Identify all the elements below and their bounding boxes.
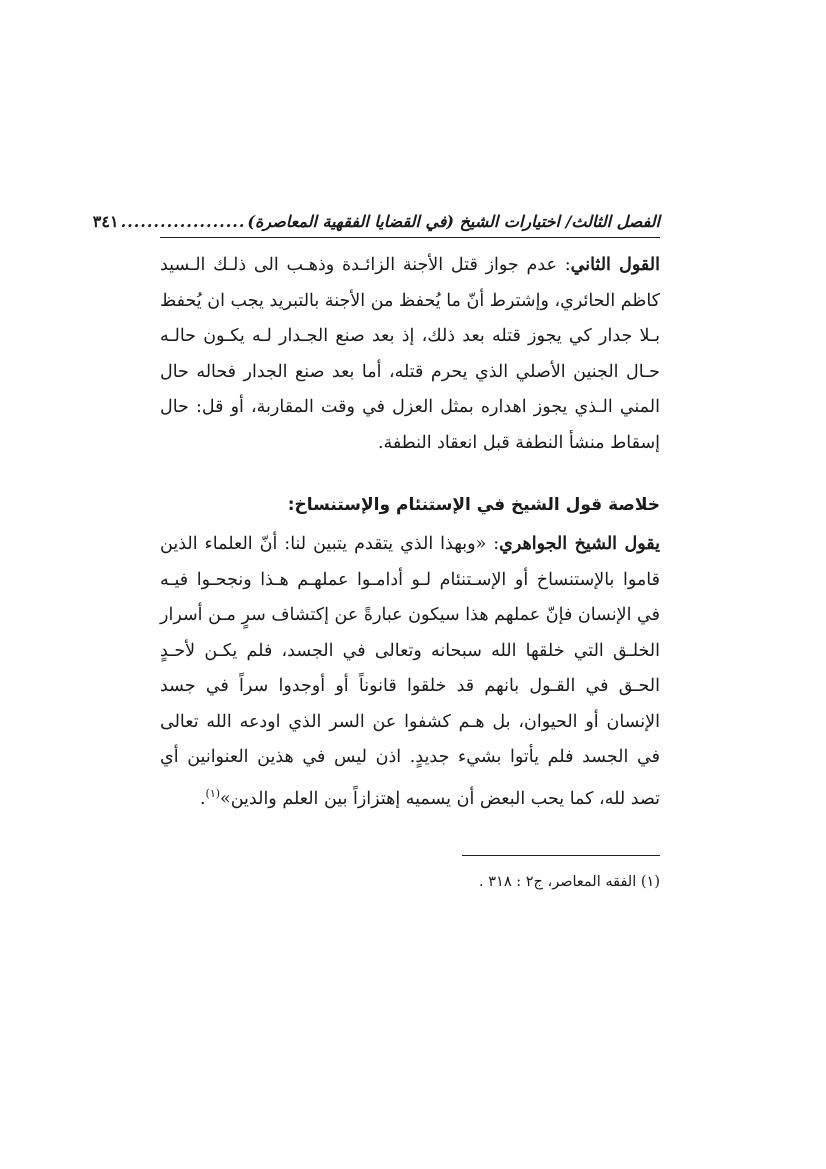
header-leader-dots: ...................: [120, 212, 246, 231]
chapter-title: الفصل الثالث/ اختيارات الشيخ (في القضايا الفقهية المعاصرة): [247, 212, 660, 231]
paragraph-lead: يقول الشيخ الجواهري: [499, 534, 660, 554]
paragraph-end-punctuation: .: [199, 788, 206, 809]
running-header: [92, 212, 660, 238]
paragraph-second-opinion: [160, 248, 660, 461]
book-page: [92, 212, 660, 890]
footnote-reference[interactable]: (١): [205, 786, 221, 800]
section-heading: خلاصة قول الشيخ في الإستنئام والإستنساخ:: [287, 495, 660, 515]
paragraph-body: : «وبهذا الذي يتقدم يتبين لنا: أنّ العلماء الذين قاموا بالإستنساخ أو الإسـتنئام لـو أدامـوا عملهـم هـذا ونجحـوا فيـه في الإنسان فإنّ عملهم هذا سيكون عبارةً عن إكتشاف سرٍ مـن أسرار الخلـق التي خلقها الله سبحانه وتعالى في الجسد، فلم يكـن لأحـدٍ الحـق في القـول بانهم قد خلقوا قانوناً أو أوجدوا سراً في جسد الإنسان أو الحيوان، بل هـم كشفوا عن السر الذي اودعه الله تعالى في الجسد فلم يأتوا بشيء جديدٍ. اذن ليس في هذين العنوانين أي تصد لله، كما يحب البعض أن يسميه إهتزازاً بين العلم والدين»: [160, 534, 660, 809]
footnote-divider: [462, 855, 660, 856]
paragraph-quote: [160, 527, 660, 817]
footnote: (١) الفقه المعاصر، ج٢ : ٣١٨ .: [479, 873, 660, 890]
page-number: ٣٤١: [92, 212, 119, 231]
paragraph-body: : عدم جواز قتل الأجنة الزائـدة وذهـب الى ذلـك الـسيد كاظم الحائري، وإشترط أنّ ما يُحفظ من الأجنة بالتبريد يجب ان يُحفظ بـلا جدار كي يجوز قتله بعد ذلك، إذ بعد صنع الجـدار لـه يكـون حالـه حـال الجنين الأصلي الذي يحرم قتله، أما بعد صنع الجدار فحاله حال المني الـذي يجوز اهداره بمثل العزل في وقت المقاربة، أو قل: حال إسقاط منشأ النطفة قبل انعقاد النطفة.: [160, 255, 660, 453]
paragraph-lead: القول الثاني: [570, 255, 660, 275]
